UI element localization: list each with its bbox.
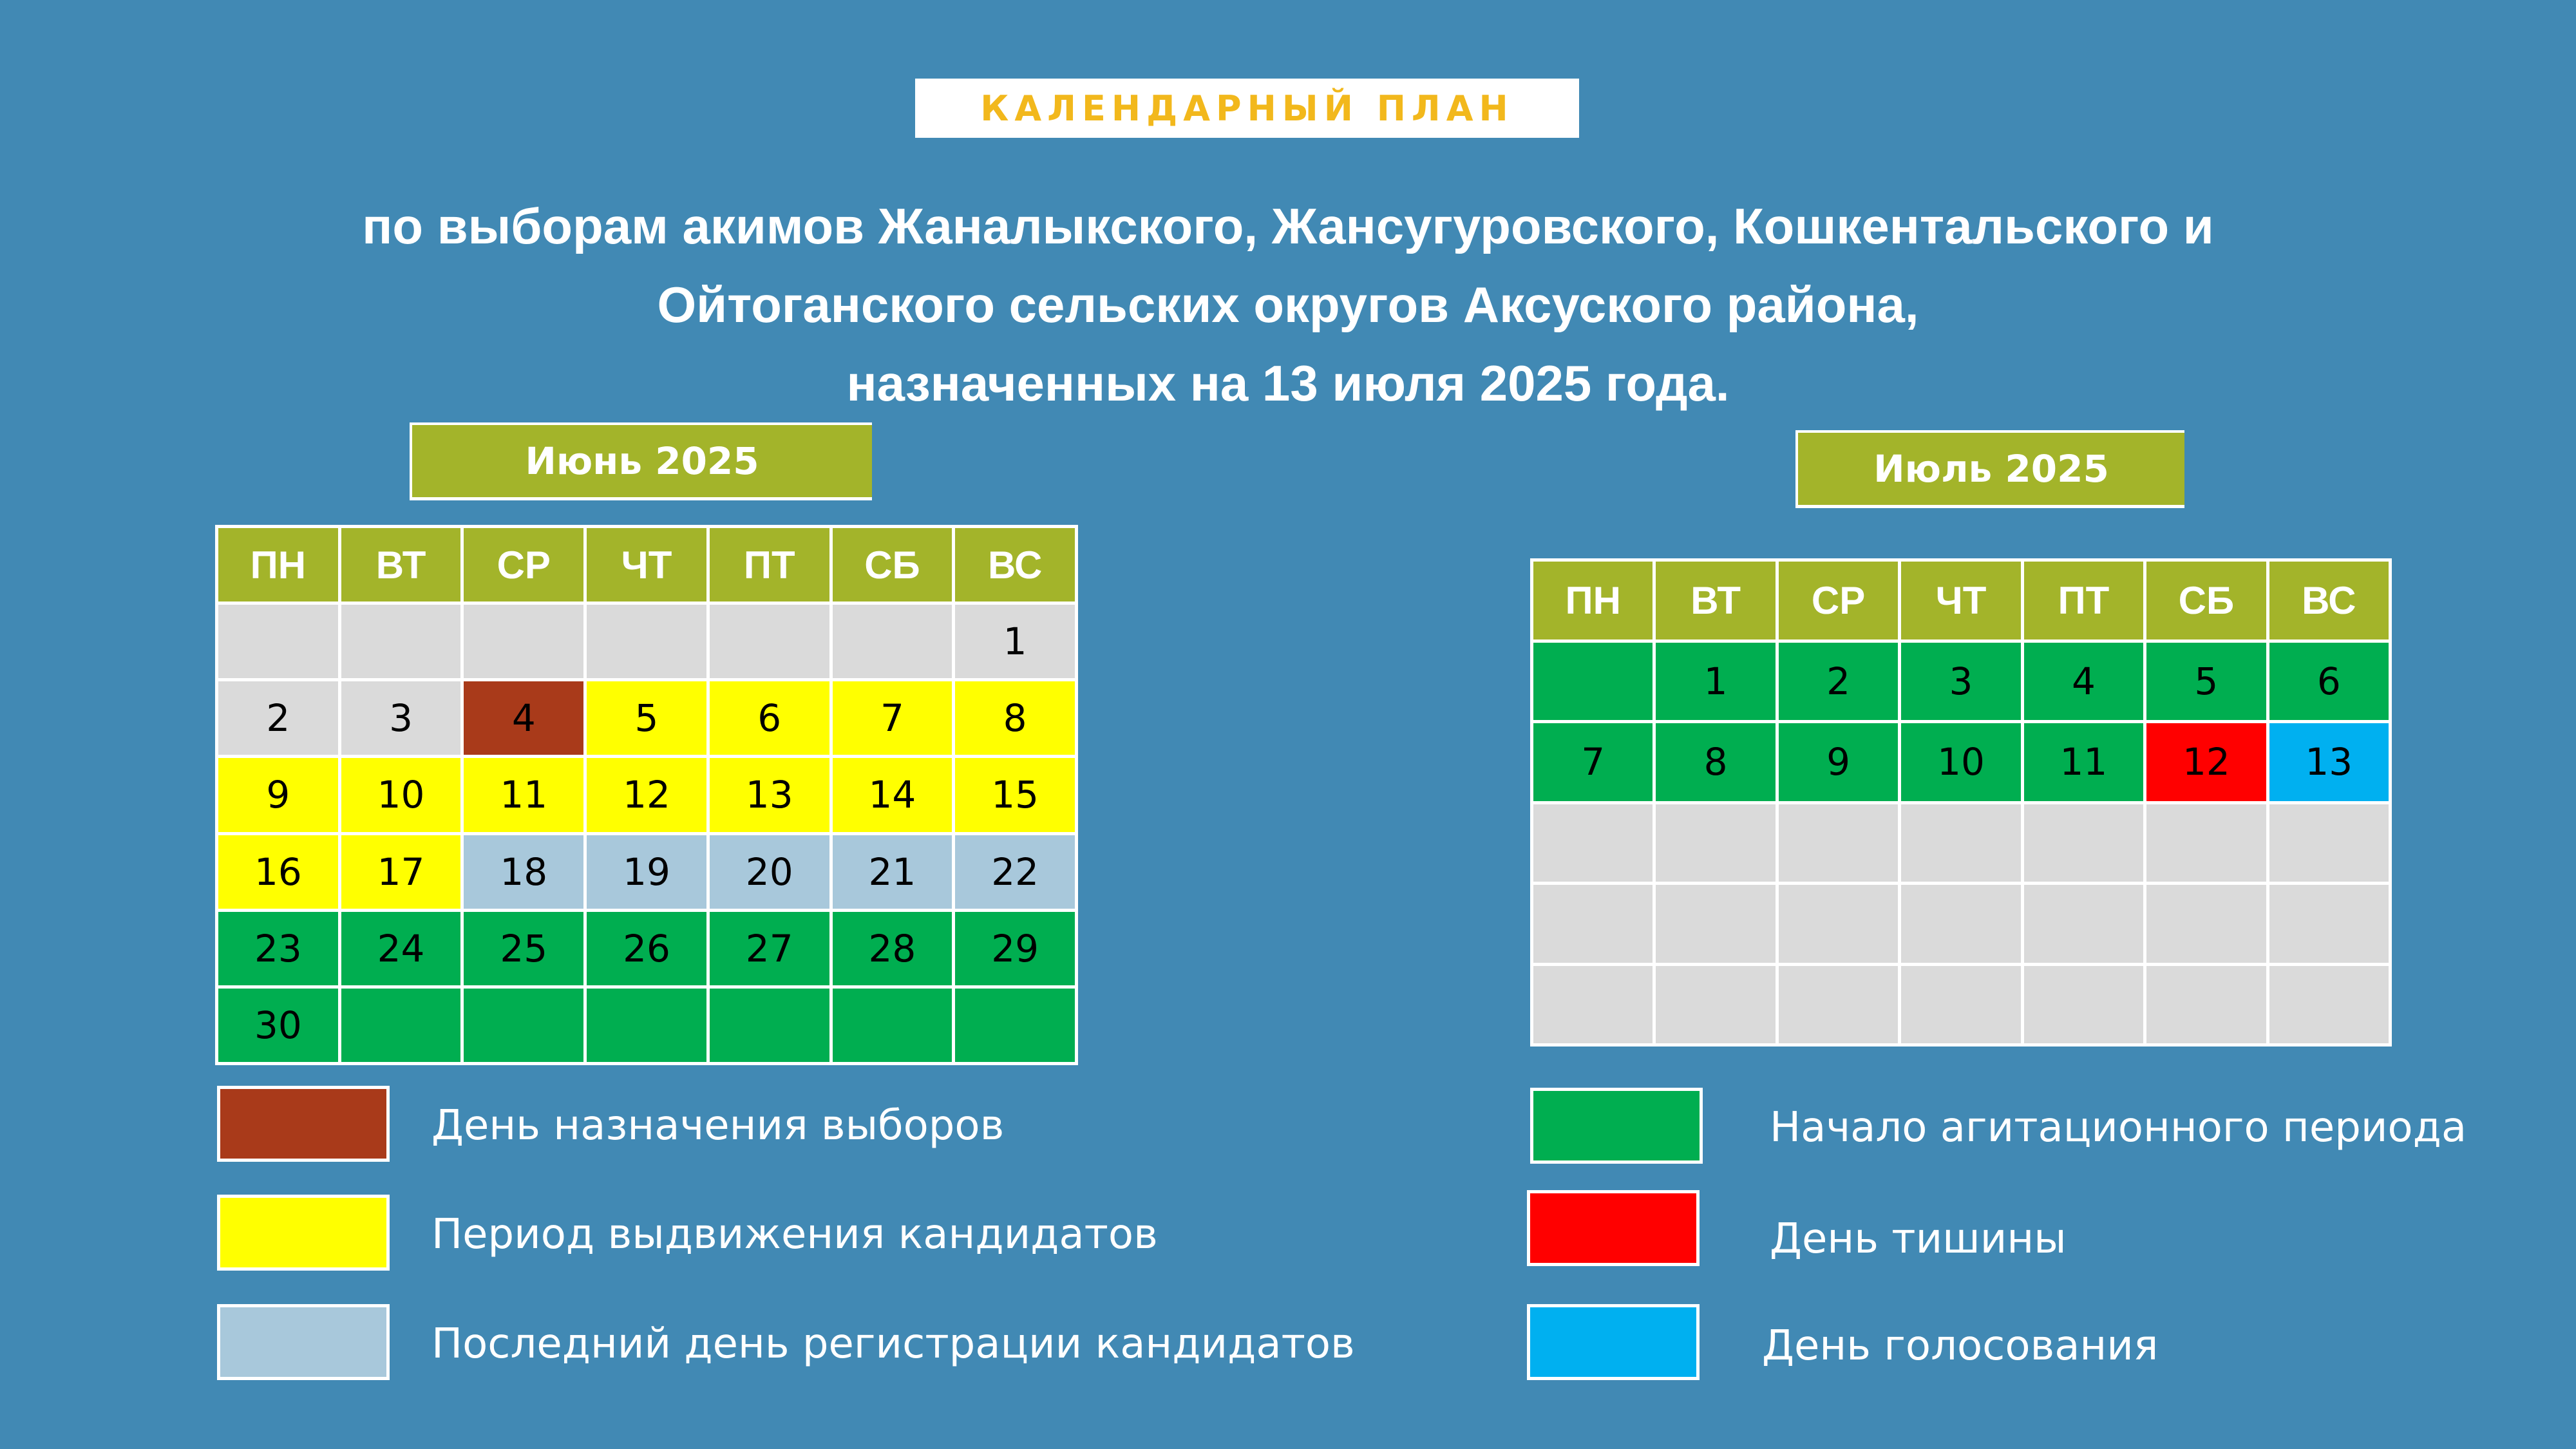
title-line-2: Ойтоганского сельских округов Аксуского района, xyxy=(657,276,1919,333)
june-day-cell: 19 xyxy=(587,835,706,909)
july-day-cell: 13 xyxy=(2269,723,2389,801)
legend-label: Начало агитационного периода xyxy=(1770,1104,2467,1151)
june-day-cell: 15 xyxy=(955,758,1075,831)
july-day-cell xyxy=(1779,966,1898,1044)
legend-label: День тишины xyxy=(1770,1215,2067,1263)
july-day-cell xyxy=(1901,804,2020,882)
june-day-cell: 9 xyxy=(218,758,338,831)
legend-swatch xyxy=(1527,1304,1700,1380)
july-day-cell: 7 xyxy=(1533,723,1653,801)
june-weekday-header: ВТ xyxy=(341,528,461,601)
june-day-cell: 1 xyxy=(955,605,1075,678)
july-day-cell xyxy=(1656,804,1775,882)
june-day-cell: 10 xyxy=(341,758,461,831)
legend-swatch xyxy=(217,1304,390,1380)
july-day-cell xyxy=(1656,966,1775,1044)
legend-label: День назначения выборов xyxy=(431,1102,1005,1150)
june-day-cell: 7 xyxy=(833,681,952,755)
june-month-title: Июнь 2025 xyxy=(410,425,872,497)
july-weekday-header: СР xyxy=(1779,562,1898,639)
june-day-cell xyxy=(833,605,952,678)
june-day-cell: 12 xyxy=(587,758,706,831)
july-day-cell xyxy=(2024,885,2143,963)
june-day-cell xyxy=(341,989,461,1062)
july-day-cell: 2 xyxy=(1779,643,1898,721)
legend-swatch xyxy=(1527,1190,1700,1266)
july-day-cell xyxy=(1656,885,1775,963)
july-calendar xyxy=(1530,558,2392,1046)
june-day-cell: 13 xyxy=(710,758,829,831)
june-weekday-header: ПТ xyxy=(710,528,829,601)
june-day-cell: 23 xyxy=(218,912,338,985)
june-day-cell xyxy=(587,989,706,1062)
july-weekday-header: ПН xyxy=(1533,562,1653,639)
july-day-cell xyxy=(1779,885,1898,963)
june-day-cell: 28 xyxy=(833,912,952,985)
june-day-cell: 6 xyxy=(710,681,829,755)
july-weekday-header: ВС xyxy=(2269,562,2389,639)
page-title xyxy=(129,187,2447,422)
july-day-cell: 11 xyxy=(2024,723,2143,801)
june-day-cell: 17 xyxy=(341,835,461,909)
july-weekday-header: ЧТ xyxy=(1901,562,2020,639)
june-day-cell: 14 xyxy=(833,758,952,831)
june-day-cell: 27 xyxy=(710,912,829,985)
july-day-cell xyxy=(1901,885,2020,963)
title-line-3: назначенных на 13 июля 2025 года. xyxy=(846,355,1730,412)
july-day-cell xyxy=(2024,966,2143,1044)
june-weekday-header: ПН xyxy=(218,528,338,601)
july-day-cell: 12 xyxy=(2146,723,2266,801)
july-day-cell: 8 xyxy=(1656,723,1775,801)
july-day-cell xyxy=(2146,966,2266,1044)
july-day-cell xyxy=(2146,804,2266,882)
july-day-cell xyxy=(2146,885,2266,963)
july-day-cell xyxy=(1901,966,2020,1044)
plan-badge: КАЛЕНДАРНЫЙ ПЛАН xyxy=(915,79,1579,138)
june-day-cell xyxy=(218,605,338,678)
june-day-cell xyxy=(833,989,952,1062)
june-day-cell: 11 xyxy=(464,758,583,831)
july-day-cell xyxy=(1533,966,1653,1044)
july-day-cell xyxy=(2269,804,2389,882)
june-day-cell: 18 xyxy=(464,835,583,909)
july-day-cell: 10 xyxy=(1901,723,2020,801)
july-day-cell xyxy=(2269,966,2389,1044)
july-day-cell: 3 xyxy=(1901,643,2020,721)
july-day-cell: 1 xyxy=(1656,643,1775,721)
june-day-cell: 8 xyxy=(955,681,1075,755)
june-day-cell: 29 xyxy=(955,912,1075,985)
june-day-cell xyxy=(464,605,583,678)
june-weekday-header: ВС xyxy=(955,528,1075,601)
legend-swatch xyxy=(217,1195,390,1271)
july-day-cell xyxy=(1533,885,1653,963)
june-day-cell: 24 xyxy=(341,912,461,985)
june-day-cell: 2 xyxy=(218,681,338,755)
june-day-cell xyxy=(587,605,706,678)
july-day-cell xyxy=(2024,804,2143,882)
june-day-cell xyxy=(710,989,829,1062)
july-day-cell xyxy=(2269,885,2389,963)
june-day-cell: 4 xyxy=(464,681,583,755)
june-day-cell xyxy=(955,989,1075,1062)
june-day-cell xyxy=(341,605,461,678)
june-weekday-header: СР xyxy=(464,528,583,601)
june-day-cell: 16 xyxy=(218,835,338,909)
july-weekday-header: ПТ xyxy=(2024,562,2143,639)
june-day-cell xyxy=(464,989,583,1062)
june-day-cell: 25 xyxy=(464,912,583,985)
june-weekday-header: СБ xyxy=(833,528,952,601)
june-day-cell: 30 xyxy=(218,989,338,1062)
title-line-1: по выборам акимов Жаналыкского, Жансугуровского, Кошкентальского и xyxy=(362,198,2214,254)
july-weekday-header: ВТ xyxy=(1656,562,1775,639)
july-day-cell: 5 xyxy=(2146,643,2266,721)
legend-swatch xyxy=(1530,1088,1703,1164)
june-day-cell: 3 xyxy=(341,681,461,755)
legend-label: День голосования xyxy=(1762,1322,2159,1370)
july-weekday-header: СБ xyxy=(2146,562,2266,639)
june-day-cell: 21 xyxy=(833,835,952,909)
june-calendar xyxy=(215,525,1078,1065)
legend-label: Период выдвижения кандидатов xyxy=(431,1211,1158,1258)
july-day-cell xyxy=(1533,804,1653,882)
july-month-title: Июль 2025 xyxy=(1795,433,2184,505)
june-day-cell: 26 xyxy=(587,912,706,985)
july-day-cell: 6 xyxy=(2269,643,2389,721)
july-day-cell: 4 xyxy=(2024,643,2143,721)
june-day-cell: 5 xyxy=(587,681,706,755)
june-weekday-header: ЧТ xyxy=(587,528,706,601)
july-day-cell: 9 xyxy=(1779,723,1898,801)
july-day-cell xyxy=(1779,804,1898,882)
june-day-cell: 20 xyxy=(710,835,829,909)
legend-swatch xyxy=(217,1086,390,1162)
june-day-cell: 22 xyxy=(955,835,1075,909)
legend-label: Последний день регистрации кандидатов xyxy=(431,1320,1355,1368)
july-day-cell xyxy=(1533,643,1653,721)
june-day-cell xyxy=(710,605,829,678)
